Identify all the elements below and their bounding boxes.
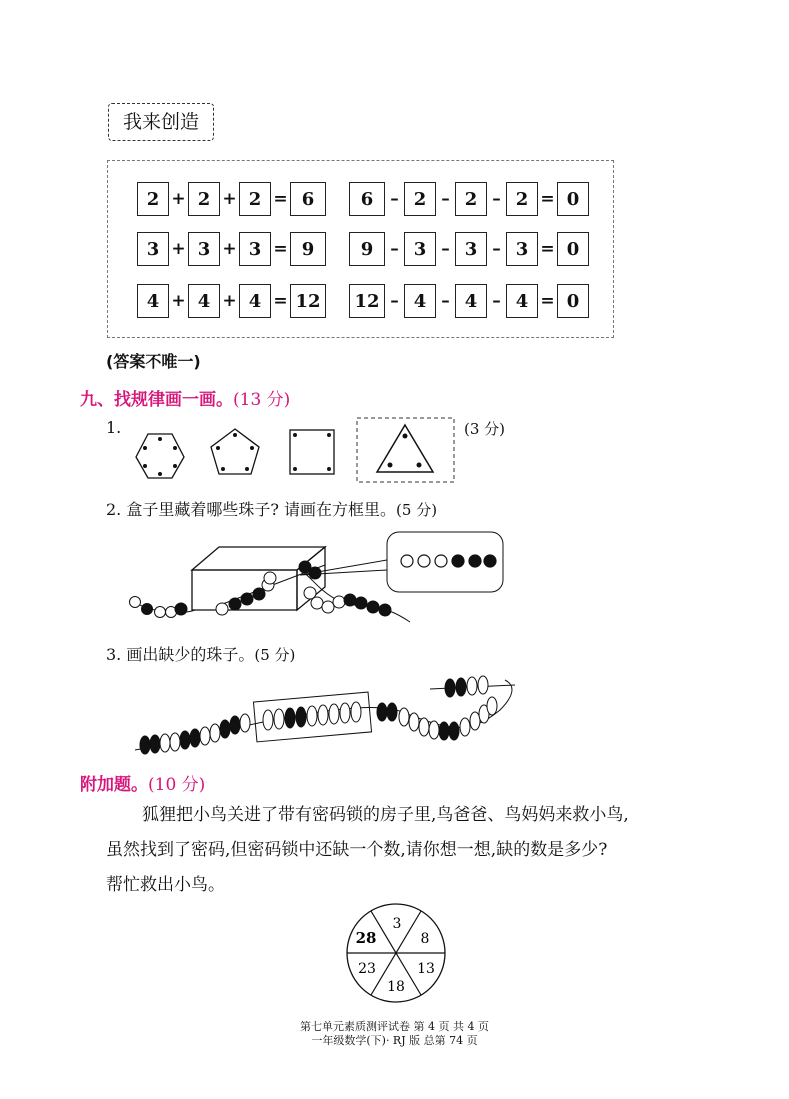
number-box: 4 [455,284,487,318]
number-box: 2 [455,182,487,216]
result-box: 6 [290,182,326,216]
number-box: 6 [349,182,385,216]
lock-number: 8 [420,931,430,947]
equals-sign: = [273,291,288,311]
beads-left [130,597,188,618]
bonus-points: (10 分) [148,775,206,795]
equals-sign: = [273,189,288,209]
number-box: 2 [239,182,271,216]
number-box: 3 [239,232,271,266]
plus-sign: + [171,291,186,311]
q1-number: 1. [106,418,122,437]
triangle-shape [377,425,433,472]
answer-note: (答案不唯一) [106,352,201,371]
minus-sign: – [492,189,501,209]
q3-question: 3. 画出缺少的珠子。 [106,645,255,664]
lock-number: 3 [392,916,402,932]
plus-sign: + [222,291,237,311]
q2-question: 2. 盒子里藏着哪些珠子? 请画在方框里。 [106,500,397,519]
bonus-title [80,770,205,795]
section-9-title [80,385,290,410]
q1-points: (3 分) [464,420,506,438]
beads-right [304,587,391,616]
q3-points: (5 分) [254,646,296,664]
number-box: 2 [506,182,538,216]
plus-sign: + [222,239,237,259]
create-section-label: 我来创造 [108,103,214,141]
equals-sign: = [540,291,555,311]
bonus-line-1: 狐狸把小鸟关进了带有密码锁的房子里,鸟爸爸、鸟妈妈来救小鸟, [142,805,629,825]
number-box: 3 [455,232,487,266]
equals-sign: = [540,239,555,259]
number-box: 3 [404,232,436,266]
lock-number: 13 [417,961,435,977]
hexagon-shape [136,434,184,478]
minus-sign: – [390,291,399,311]
number-box: 2 [404,182,436,216]
equation-row [137,181,589,217]
beads-diagonal [216,561,321,615]
result-box: 0 [557,284,589,318]
bead-chain [140,714,250,754]
hidden-beads-illustration [125,530,515,630]
footer-line-1: 第七单元素质测评试卷 第 4 页 共 4 页 [300,1020,489,1033]
minus-sign: – [492,239,501,259]
bead-box [192,547,325,610]
lock-number: 23 [358,961,376,977]
result-box: 0 [557,182,589,216]
q2-text [106,497,437,520]
lock-number: 28 [355,929,377,947]
minus-sign: – [492,291,501,311]
result-box: 12 [290,284,326,318]
number-box: 4 [404,284,436,318]
shape-pattern [120,415,465,485]
number-box: 4 [137,284,169,318]
plus-sign: + [171,189,186,209]
minus-sign: – [441,189,450,209]
number-box: 3 [137,232,169,266]
minus-sign: – [441,291,450,311]
plus-sign: + [171,239,186,259]
bonus-title-text: 附加题。 [80,775,148,795]
plus-sign: + [222,189,237,209]
result-box: 0 [557,232,589,266]
footer-line-2: 一年级数学(下)· RJ 版 总第 74 页 [311,1034,478,1047]
number-box: 9 [349,232,385,266]
lock-number: 18 [387,979,405,995]
result-box: 9 [290,232,326,266]
square-shape [290,430,334,474]
minus-sign: – [390,239,399,259]
missing-beads-illustration [130,670,520,760]
equation-panel [107,160,614,338]
password-lock [340,903,454,1003]
minus-sign: – [390,189,399,209]
number-box: 4 [506,284,538,318]
section-points: (13 分) [233,390,291,410]
number-box: 4 [188,284,220,318]
equals-sign: = [273,239,288,259]
number-box: 2 [137,182,169,216]
section-title-text: 九、找规律画一画。 [80,390,233,410]
number-box: 3 [188,232,220,266]
equals-sign: = [540,189,555,209]
number-box: 3 [506,232,538,266]
minus-sign: – [441,239,450,259]
equation-row [137,231,589,267]
bonus-line-3: 帮忙救出小鸟。 [106,875,225,895]
number-box: 12 [349,284,385,318]
equation-row [137,283,589,319]
pentagon-shape [211,429,259,474]
number-box: 4 [239,284,271,318]
drawn-beads [263,702,361,730]
number-box: 2 [188,182,220,216]
bead-chain-right [377,676,497,740]
q3-text [106,642,295,665]
q2-points: (5 分) [396,501,438,519]
bonus-line-2: 虽然找到了密码,但密码锁中还缺一个数,请你想一想,缺的数是多少? [106,840,608,860]
